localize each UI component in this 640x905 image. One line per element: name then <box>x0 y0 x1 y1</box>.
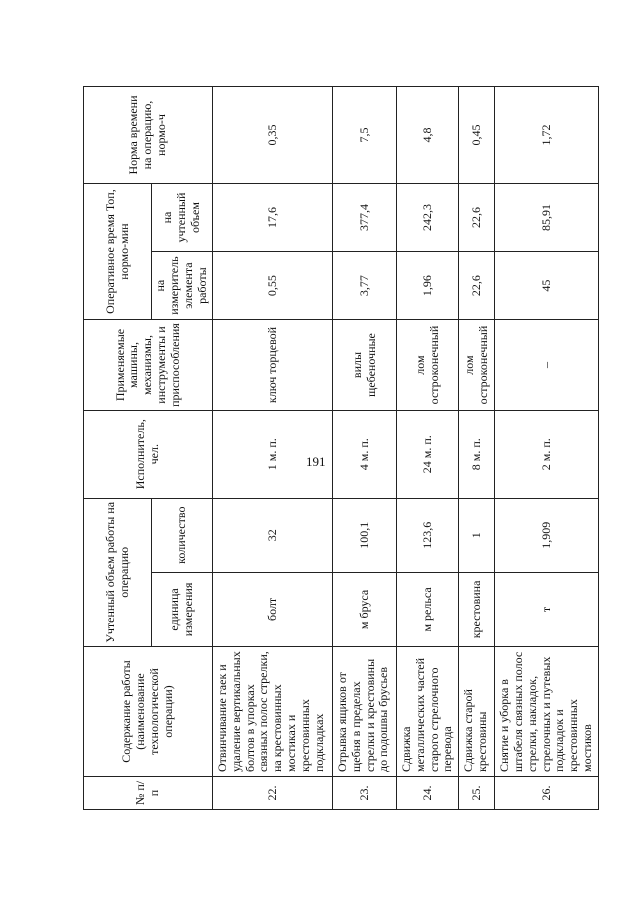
header-per-volume: на учтенный объем <box>152 184 213 252</box>
header-norm: Норма времени на операцию, нормо-ч <box>84 87 213 184</box>
row-unit: м бруса <box>333 572 397 646</box>
row-num: 25. <box>459 777 495 810</box>
row-per-volume: 242,3 <box>397 184 459 252</box>
row-per-unit: 22,6 <box>459 252 495 320</box>
table-row <box>213 87 333 810</box>
row-executor: 24 м. п. <box>397 410 459 498</box>
header-optime: Оперативное время Топ, нормо-мин <box>84 184 152 320</box>
table-row <box>397 87 459 810</box>
row-per-unit: 0,55 <box>213 252 333 320</box>
header-executor: Исполнитель, чел. <box>84 410 213 498</box>
row-quantity: 1 <box>459 498 495 572</box>
row-tools: лом остроконечный <box>397 320 459 411</box>
row-num: 26. <box>495 777 599 810</box>
header-content: Содержание работы (наименование технологической операции) <box>84 647 213 777</box>
row-norm: 0,45 <box>459 87 495 184</box>
row-num: 23. <box>333 777 397 810</box>
header-num: № п/п <box>84 777 213 810</box>
header-tools: Применяемые машины, механизмы, инструменты и приспособления <box>84 320 213 411</box>
row-per-unit: 1,96 <box>397 252 459 320</box>
row-content: Сдвижка старой крестовины <box>459 647 495 777</box>
header-quantity: количество <box>152 498 213 572</box>
row-unit: т <box>495 572 599 646</box>
row-unit: м рельса <box>397 572 459 646</box>
row-per-volume: 22,6 <box>459 184 495 252</box>
page-number: 191 <box>306 454 326 469</box>
row-quantity: 123,6 <box>397 498 459 572</box>
table-row <box>459 87 495 810</box>
row-tools: ключ торцевой <box>213 320 333 411</box>
row-per-unit: 3,77 <box>333 252 397 320</box>
table-row <box>495 87 599 810</box>
row-num: 24. <box>397 777 459 810</box>
row-tools: лом остроконечный <box>459 320 495 411</box>
row-content: Отрывка ящиков от щебня в пределах стрелки и крестовины до подошвы брусьев <box>333 647 397 777</box>
row-per-unit: 45 <box>495 252 599 320</box>
row-per-volume: 17,6 <box>213 184 333 252</box>
table-row <box>333 87 397 810</box>
row-unit: крестовина <box>459 572 495 646</box>
row-tools: вилы щебеночные <box>333 320 397 411</box>
row-per-volume: 85,91 <box>495 184 599 252</box>
header-unit: единица измерения <box>152 572 213 646</box>
norms-table-container <box>83 86 594 810</box>
norms-table <box>83 86 599 810</box>
row-executor: 8 м. п. <box>459 410 495 498</box>
row-executor: 1 м. п. <box>213 410 333 498</box>
row-tools: – <box>495 320 599 411</box>
row-content: Снятие и уборка в штабеля связных полос стрелки, накладок, стрелочных и путевых подкладок и крестовинных мостиков <box>495 647 599 777</box>
row-content: Сдвижка металлических частей старого стрелочного перевода <box>397 647 459 777</box>
row-norm: 7,5 <box>333 87 397 184</box>
row-executor: 4 м. п. <box>333 410 397 498</box>
row-norm: 0,35 <box>213 87 333 184</box>
row-quantity: 100,1 <box>333 498 397 572</box>
row-num: 22. <box>213 777 333 810</box>
row-norm: 1,72 <box>495 87 599 184</box>
row-norm: 4,8 <box>397 87 459 184</box>
header-volume: Учтенный объем работы на операцию <box>84 498 152 647</box>
row-unit: болт <box>213 572 333 646</box>
header-per-unit: на измеритель элемента работы <box>152 252 213 320</box>
row-quantity: 32 <box>213 498 333 572</box>
row-executor: 2 м. п. <box>495 410 599 498</box>
row-quantity: 1,909 <box>495 498 599 572</box>
row-content: Отвинчивание гаек и удаление вертикальных болтов в упорках связных полос стрелки, на крестовинных мостиках и крестовинных подкладках <box>213 647 333 777</box>
row-per-volume: 377,4 <box>333 184 397 252</box>
